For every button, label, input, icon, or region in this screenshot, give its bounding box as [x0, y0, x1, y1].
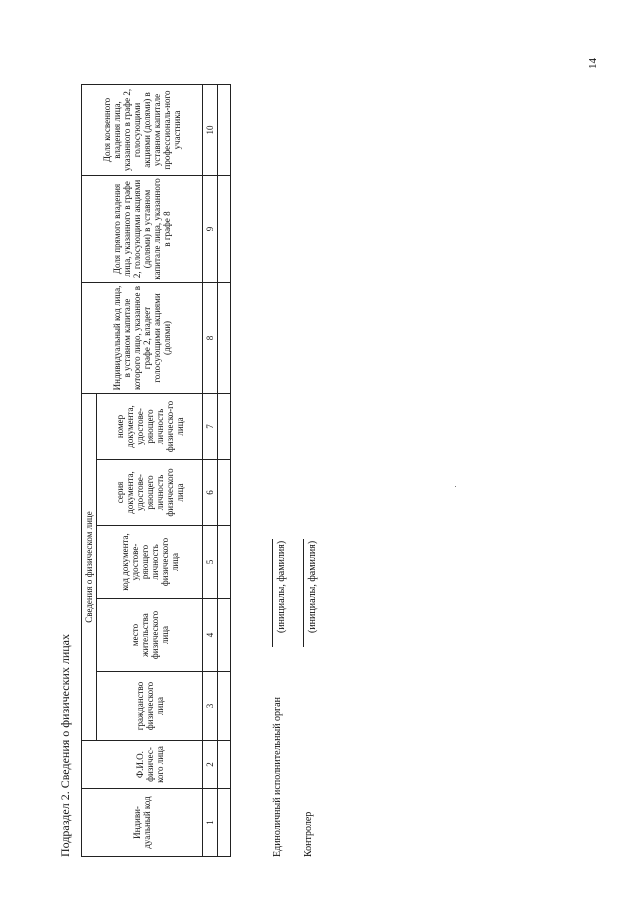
column-number-cell: 6 — [203, 460, 218, 526]
column-number-cell: 1 — [203, 789, 218, 857]
signature-line — [303, 539, 304, 647]
signature-line — [272, 539, 273, 647]
signature-role-controller: Контролер — [303, 811, 314, 857]
table-group-header-row — [82, 84, 97, 856]
header-cell: гражданство физического лица — [97, 672, 203, 741]
header-cell: серия документа, удостове-ряющего личность физического лица — [97, 460, 203, 526]
header-cell: место жительства физического лица — [97, 599, 203, 672]
column-number-cell: 7 — [203, 393, 218, 459]
header-cell: код документа, удостове-ряющего личность физического лица — [97, 526, 203, 599]
column-number-cell: 2 — [203, 741, 218, 789]
column-number-cell: 9 — [203, 175, 218, 282]
scan-speck — [455, 486, 456, 487]
page-number: 14 — [587, 58, 599, 69]
column-number-cell: 4 — [203, 599, 218, 672]
header-cell: Индивидуальный код лица, в уставном капитале которого лицо, указанное в графе 2, владеет голосующими акциями (долями) — [82, 282, 203, 393]
group-header-cell: Сведения о физическом лице — [82, 393, 97, 740]
header-cell: Доля прямого владения лица, указанного в графе 2, голосующими акциями (долями) в уставном капитале лица, указанного в графе 8 — [82, 175, 203, 282]
column-number-cell: 3 — [203, 672, 218, 741]
signature-caption: (инициалы, фамилия) — [276, 540, 287, 633]
header-cell: Доля косвенного владения лица, указанного в графе 2, голосующими акциями (долями) в уставном капитале профессиональ-ного участника — [82, 84, 203, 175]
column-number-cell: 10 — [203, 84, 218, 175]
column-number-cell: 8 — [203, 282, 218, 393]
subsection-title: Подраздел 2. Сведения о физических лицах — [58, 633, 72, 857]
header-cell: номер документа, удостове-ряющего личность физическо-го лица — [97, 393, 203, 459]
individuals-table — [81, 84, 231, 857]
header-cell: Ф.И.О. физичес-кого лица — [97, 741, 203, 789]
table-row — [218, 84, 231, 856]
signature-role-executive: Единоличный исполнительный орган — [272, 697, 283, 857]
signature-caption: (инициалы, фамилия) — [307, 540, 318, 633]
column-number-row — [203, 84, 218, 856]
header-cell: Индиви-дуальный код — [82, 789, 203, 857]
column-number-cell: 5 — [203, 526, 218, 599]
